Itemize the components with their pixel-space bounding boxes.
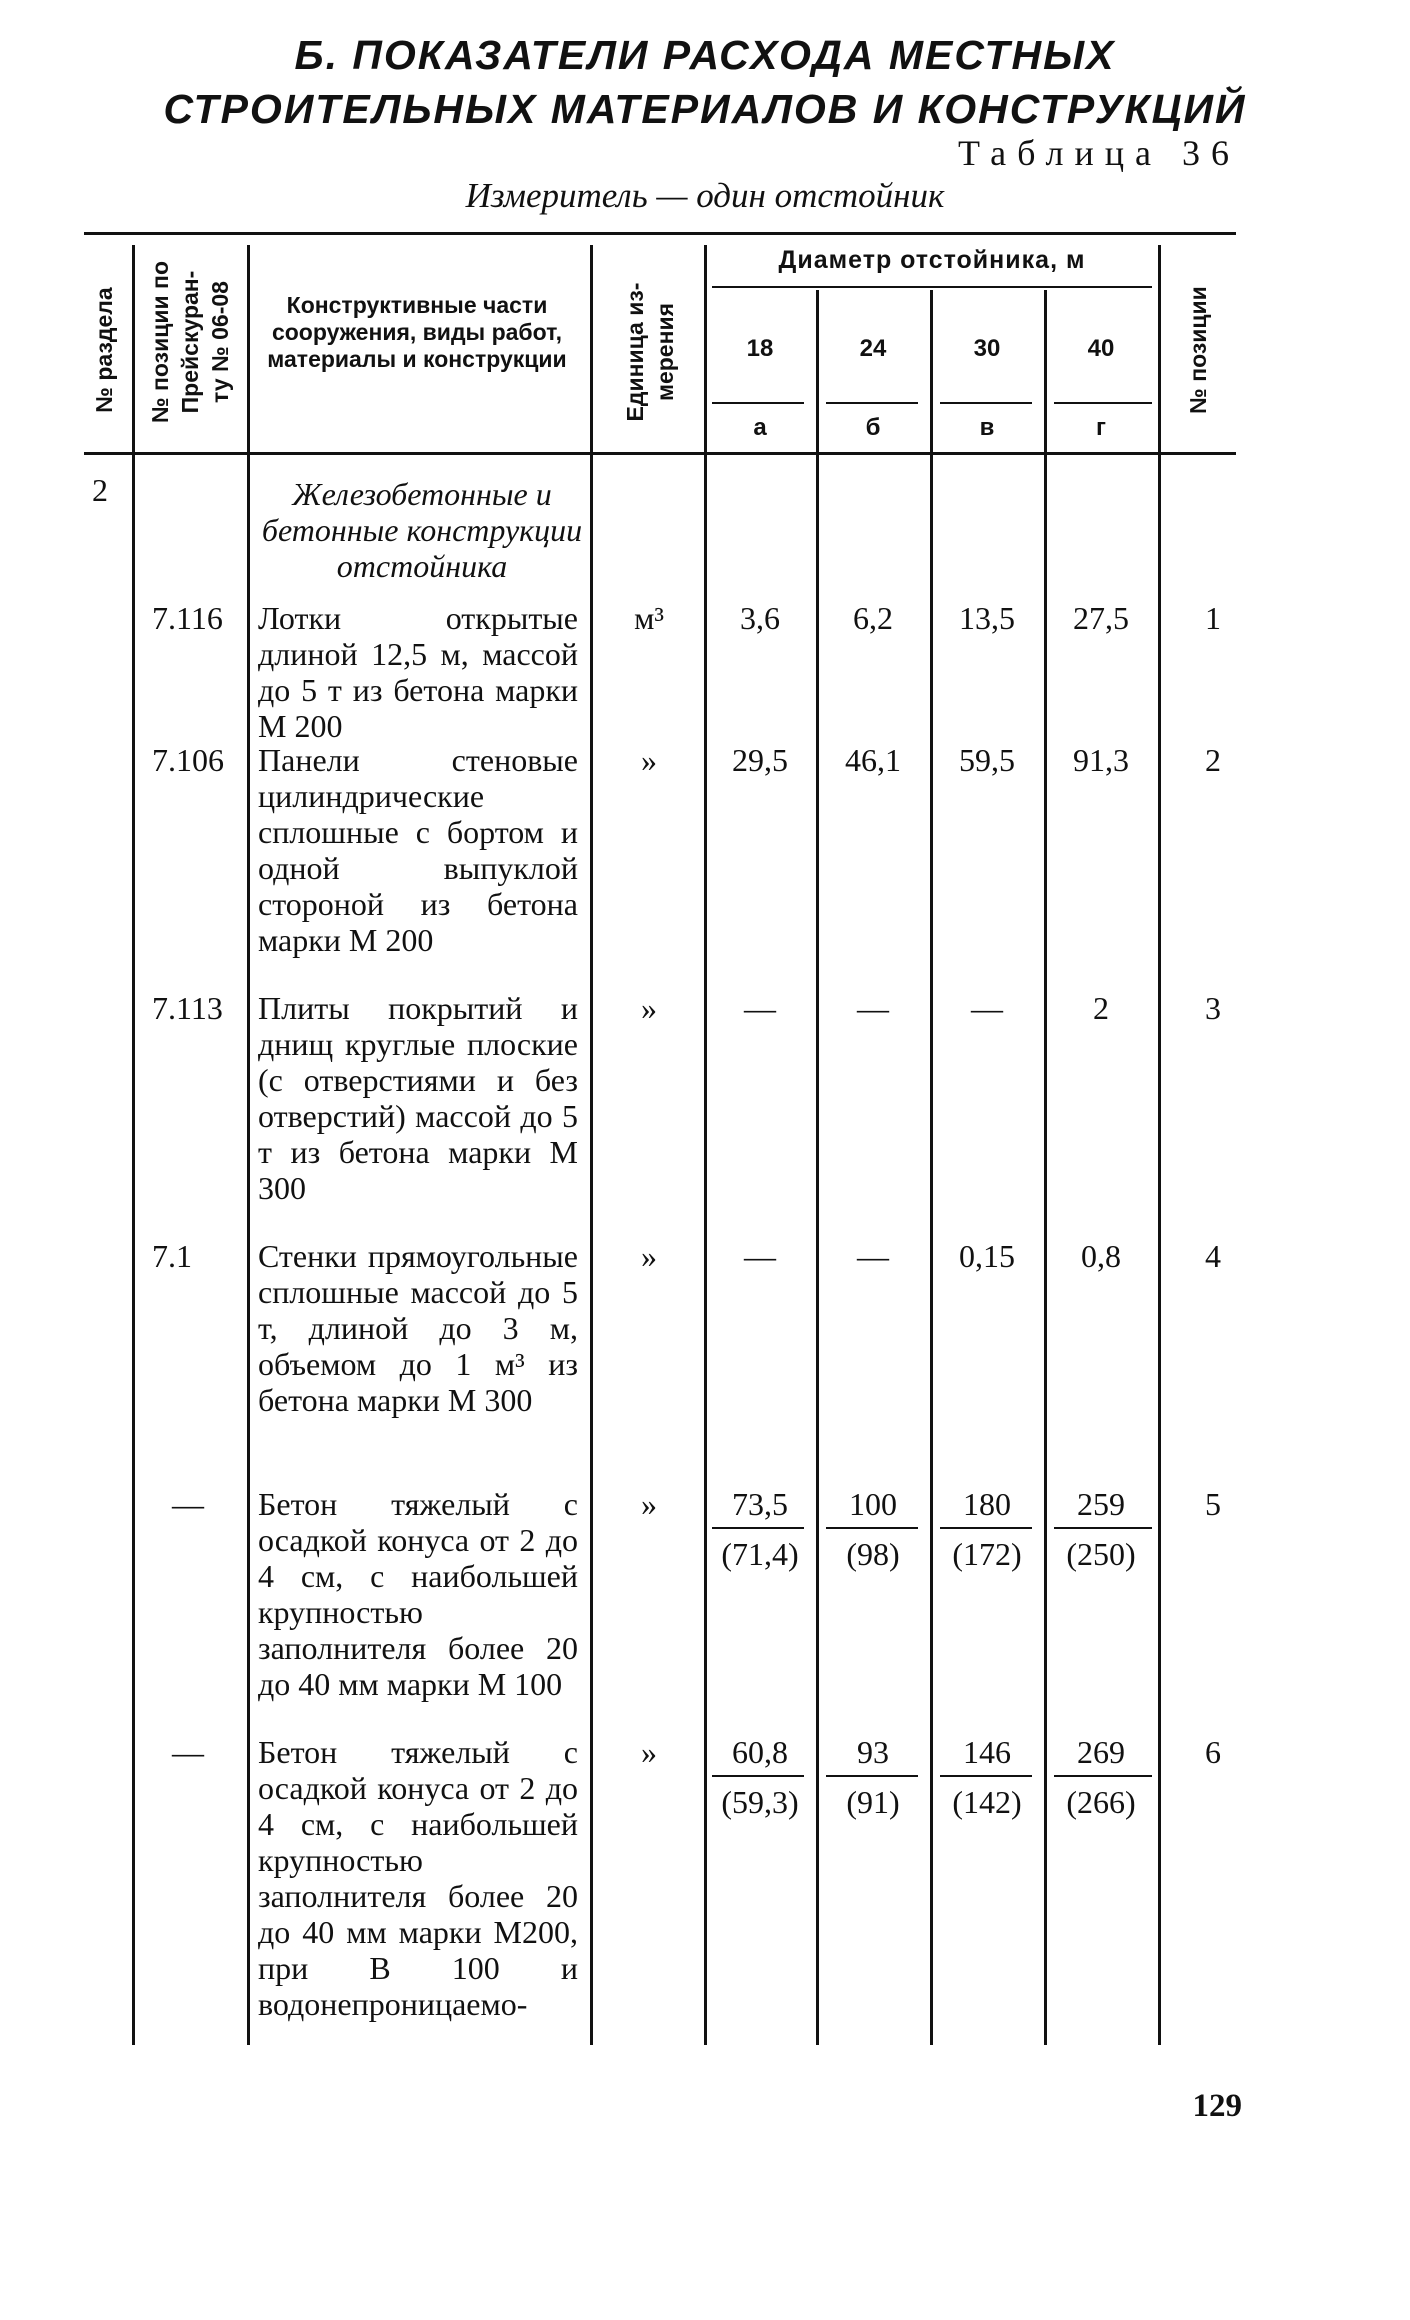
row-3-item-number: 3: [1205, 990, 1221, 1026]
row-4-value-a: —: [744, 1238, 776, 1274]
header-letter-b: б: [865, 414, 881, 441]
row-6-position: —: [172, 1734, 204, 1770]
row-4-value-b: —: [857, 1238, 889, 1274]
col-line-7: [1044, 290, 1047, 2045]
title-line-1: Б. ПОКАЗАТЕЛИ РАСХОДА МЕСТНЫХ: [294, 32, 1116, 78]
letter-rule-b: [826, 402, 918, 404]
col-line-6: [930, 290, 933, 2045]
row-6-value-b: 93: [857, 1734, 889, 1770]
row-5-value-b: 100: [849, 1486, 897, 1522]
row-5-item-number: 5: [1205, 1486, 1221, 1522]
row-5-position: —: [172, 1486, 204, 1522]
header-bottom-rule: [84, 452, 1236, 455]
row-4-value-d: 0,8: [1081, 1238, 1121, 1274]
row-5-value-d-alt: (250): [1066, 1536, 1136, 1572]
row-1-value-c: 13,5: [959, 600, 1015, 636]
row-3-unit: »: [641, 990, 657, 1026]
row-6-value-d-alt: (266): [1066, 1784, 1136, 1820]
header-position-price-list: № позиции по Прейскуран- ту № 06-08: [147, 261, 233, 423]
col-line-2: [247, 245, 250, 2045]
header-diameter-group: Диаметр отстойника, м: [778, 246, 1086, 274]
row-2-value-a: 29,5: [732, 742, 788, 778]
measure-caption: Измеритель — один отстойник: [465, 176, 945, 215]
col-line-5: [816, 290, 819, 2045]
row-2-item-number: 2: [1205, 742, 1221, 778]
row-6-value-d: 269: [1077, 1734, 1125, 1770]
letter-rule-d: [1054, 402, 1152, 404]
header-diameter-30: 30: [973, 335, 1001, 362]
row-4-unit: »: [641, 1238, 657, 1274]
col-line-8: [1158, 245, 1161, 2045]
page-title: [130, 28, 1280, 136]
letter-rule-c: [940, 402, 1032, 404]
row-5-description: Бетон тяжелый с осадкой конуса от 2 до 4 см, с наибольшей крупностью заполнителя более 20 до 40 мм марки М 100: [258, 1486, 578, 1702]
row-5-fraction-rule-d: [1054, 1527, 1152, 1529]
row-2-value-d: 91,3: [1073, 742, 1129, 778]
header-section-number: № раздела: [91, 287, 117, 413]
col-line-4: [704, 245, 707, 2045]
header-letter-v: в: [979, 414, 995, 441]
row-6-fraction-rule-a: [712, 1775, 804, 1777]
row-5-value-c: 180: [963, 1486, 1011, 1522]
row-6-fraction-rule-c: [940, 1775, 1032, 1777]
row-6-value-c-alt: (142): [952, 1784, 1022, 1820]
diameter-group-rule: [712, 286, 1152, 288]
row-1-value-a: 3,6: [740, 600, 780, 636]
row-6-fraction-rule-b: [826, 1775, 918, 1777]
col-line-3: [590, 245, 593, 2045]
row-5-fraction-rule-c: [940, 1527, 1032, 1529]
section-heading: Железобетонные и бетонные конструкции отстойника: [261, 476, 583, 584]
row-2-position: 7.106: [152, 742, 224, 778]
row-1-item-number: 1: [1205, 600, 1221, 636]
row-6-value-c: 146: [963, 1734, 1011, 1770]
row-3-position: 7.113: [152, 990, 223, 1026]
row-1-position: 7.116: [152, 600, 223, 636]
row-2-description: Панели стеновые цилиндрические сплошные с бортом и одной выпуклой стороной из бетона марки М 200: [258, 742, 578, 958]
row-4-position: 7.1: [152, 1238, 192, 1274]
row-5-value-a-alt: (71,4): [721, 1536, 799, 1572]
header-letter-a: а: [753, 414, 767, 441]
row-3-value-c: —: [971, 990, 1003, 1026]
row-1-value-d: 27,5: [1073, 600, 1129, 636]
row-3-value-d: 2: [1093, 990, 1109, 1026]
row-3-value-a: —: [744, 990, 776, 1026]
section-number: 2: [92, 472, 108, 508]
table-top-rule: [84, 232, 1236, 235]
row-5-value-d: 259: [1077, 1486, 1125, 1522]
row-2-value-c: 59,5: [959, 742, 1015, 778]
header-description: Конструктивные части сооружения, виды работ, материалы и конструкции: [267, 292, 567, 372]
row-6-unit: »: [641, 1734, 657, 1770]
row-2-value-b: 46,1: [845, 742, 901, 778]
row-1-description: Лотки открытые длиной 12,5 м, массой до 5 т из бетона марки М 200: [258, 600, 578, 744]
header-diameter-40: 40: [1087, 335, 1115, 362]
col-line-1: [132, 245, 135, 2045]
row-4-item-number: 4: [1205, 1238, 1221, 1274]
header-item-number: № позиции: [1185, 286, 1211, 414]
row-6-value-a: 60,8: [732, 1734, 788, 1770]
table-label: Таблица 36: [958, 133, 1240, 173]
row-6-fraction-rule-d: [1054, 1775, 1152, 1777]
row-5-fraction-rule-a: [712, 1527, 804, 1529]
header-diameter-18: 18: [746, 335, 774, 362]
page-number: 129: [1192, 2088, 1242, 2124]
letter-rule-a: [712, 402, 804, 404]
row-6-value-a-alt: (59,3): [721, 1784, 799, 1820]
row-1-unit: м³: [634, 600, 664, 636]
row-6-value-b-alt: (91): [846, 1784, 900, 1820]
row-4-value-c: 0,15: [959, 1238, 1015, 1274]
row-2-unit: »: [641, 742, 657, 778]
row-6-description: Бетон тяжелый с осадкой конуса от 2 до 4 см, с наибольшей крупностью заполнителя более 20 до 40 мм марки М200, при В 100 и водонепроницаемо-: [258, 1734, 578, 2022]
header-diameter-24: 24: [859, 335, 887, 362]
row-5-fraction-rule-b: [826, 1527, 918, 1529]
header-letter-g: г: [1096, 414, 1106, 441]
row-6-item-number: 6: [1205, 1734, 1221, 1770]
title-line-2: СТРОИТЕЛЬНЫХ МАТЕРИАЛОВ И КОНСТРУКЦИЙ: [163, 86, 1247, 132]
row-1-value-b: 6,2: [853, 600, 893, 636]
header-unit: Единица из- мерения: [622, 282, 678, 422]
row-5-value-c-alt: (172): [952, 1536, 1022, 1572]
row-5-value-b-alt: (98): [846, 1536, 900, 1572]
row-4-description: Стенки прямоугольные сплошные массой до 5 т, длиной до 3 м, объемом до 1 м³ из бетона марки М 300: [258, 1238, 578, 1418]
row-3-value-b: —: [857, 990, 889, 1026]
row-3-description: Плиты покрытий и днищ круглые плоские (с отверстиями и без отверстий) массой до 5 т из бетона марки М 300: [258, 990, 578, 1206]
row-5-unit: »: [641, 1486, 657, 1522]
row-5-value-a: 73,5: [732, 1486, 788, 1522]
